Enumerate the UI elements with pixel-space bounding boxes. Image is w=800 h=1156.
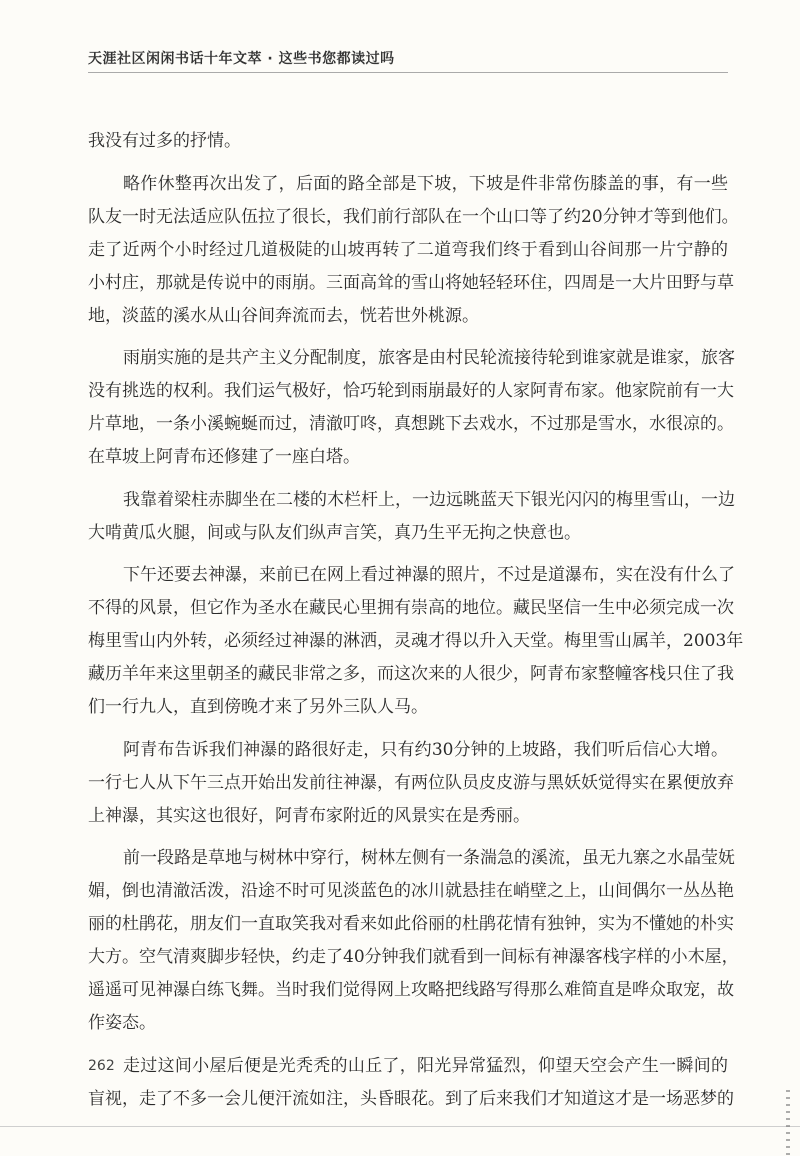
paragraph — [88, 734, 734, 833]
text-line: 我没有过多的抒情。 — [88, 131, 241, 151]
text-line: 上神瀑，其实这也很好，阿青布家附近的风景实在是秀丽。 — [88, 805, 530, 826]
text-line: 走了近两个小时经过几道极陡的山坡再转了二道弯我们终于看到山谷间那一片宁静的 — [88, 239, 728, 260]
paragraph-gap — [88, 833, 728, 843]
paragraph-gap — [88, 724, 728, 734]
text-line: 不得的风景，但它作为圣水在藏民心里拥有崇高的地位。藏民坚信一生中必须完成一次 — [88, 598, 734, 618]
paragraph — [88, 168, 739, 333]
text-line: 藏历羊年来这里朝圣的藏民非常之多，而这次来的人很少，阿青布家整幢客栈只住了我 — [88, 664, 734, 684]
running-header: 天涯社区闲闲书话十年文萃 · 这些书您都读过吗 — [88, 51, 395, 67]
paragraph — [88, 125, 728, 158]
text-line: 队友一时无法适应队伍拉了很长，我们前行部队在一个山口等了约20分钟才等到他们。 — [88, 206, 739, 227]
page-edge-mark — [786, 1090, 790, 1156]
text-line: 片草地，一条小溪蜿蜒而过，清澈叮咚，真想跳下去戏水，不过那是雪水，水很凉的。 — [88, 414, 734, 434]
text-line: 没有挑选的权利。我们运气极好，恰巧轮到雨崩最好的人家阿青布家。他家院前有一大 — [88, 381, 734, 401]
paragraph-gap — [88, 550, 728, 560]
text-line: 大啃黄瓜火腿，间或与队友们纵声言笑，真乃生平无拘之快意也。 — [88, 522, 581, 543]
text-line: 媚，倒也清澈活泼，沿途不时可见淡蓝色的冰川就悬挂在峭壁之上，山间偶尔一丛丛艳 — [88, 881, 734, 901]
paragraph — [88, 559, 744, 724]
text-line: 地，淡蓝的溪水从山谷间奔流而去，恍若世外桃源。 — [88, 305, 479, 326]
text-line: 下午还要去神瀑，来前已在网上看过神瀑的照片，不过是道瀑布，实在没有什么了 — [123, 565, 735, 585]
text-line: 略作休整再次出发了，后面的路全部是下坡，下坡是件非常伤膝盖的事，有一些 — [123, 173, 728, 194]
header-rule — [88, 72, 728, 73]
text-line: 大方。空气清爽脚步轻快，约走了40分钟我们就看到一间标有神瀑客栈字样的小木屋， — [88, 947, 739, 967]
text-line: 遥遥可见神瀑白练飞舞。当时我们觉得网上攻略把线路写得那么难简直是哗众取宠，故 — [88, 980, 734, 1000]
text-line: 梅里雪山内外转，必须经过神瀑的淋洒，灵魂才得以升入天堂。梅里雪山属羊，2003年 — [88, 631, 744, 651]
text-line: 走过这间小屋后便是光秃秃的山丘了，阳光异常猛烈，仰望天空会产生一瞬间的 — [123, 1055, 728, 1076]
text-line: 在草坡上阿青布还修建了一座白塔。 — [88, 447, 360, 467]
text-line: 雨崩实施的是共产主义分配制度，旅客是由村民轮流接待轮到谁家就是谁家，旅客 — [123, 348, 735, 368]
paragraph — [88, 1050, 734, 1116]
paragraph-gap — [88, 1040, 728, 1050]
paragraph — [88, 484, 735, 550]
text-line: 我靠着梁柱赤脚坐在二楼的木栏杆上，一边远眺蓝天下银光闪闪的梅里雪山，一边 — [123, 489, 735, 510]
text-line: 丽的杜鹃花，朋友们一直取笑我对看来如此俗丽的杜鹃花情有独钟，实为不懂她的朴实 — [88, 914, 734, 934]
body-text — [88, 125, 744, 1116]
text-line: 一行七人从下午三点开始出发前往神瀑，有两位队员皮皮游与黑妖妖觉得实在累便放弃 — [88, 772, 734, 793]
text-line: 盲视，走了不多一会儿便汗流如注，头昏眼花。到了后来我们才知道这才是一场恶梦的 — [88, 1088, 734, 1109]
text-line: 小村庄，那就是传说中的雨崩。三面高耸的雪山将她轻轻环住，四周是一大片田野与草 — [88, 272, 734, 293]
text-line: 作姿态。 — [88, 1013, 156, 1033]
paragraph-gap — [88, 158, 728, 168]
bottom-rule — [0, 1126, 800, 1127]
text-line: 们一行九人，直到傍晚才来了另外三队人马。 — [88, 697, 428, 717]
paragraph-gap — [88, 333, 728, 343]
paragraph — [88, 342, 735, 474]
paragraph-gap — [88, 474, 728, 484]
text-line: 阿青布告诉我们神瀑的路很好走，只有约30分钟的上坡路，我们听后信心大增。 — [123, 739, 728, 760]
text-line: 前一段路是草地与树林中穿行，树林左侧有一条湍急的溪流，虽无九寨之水晶莹妩 — [123, 848, 735, 868]
paragraph — [88, 842, 739, 1040]
page-number: 262 — [88, 1058, 115, 1074]
